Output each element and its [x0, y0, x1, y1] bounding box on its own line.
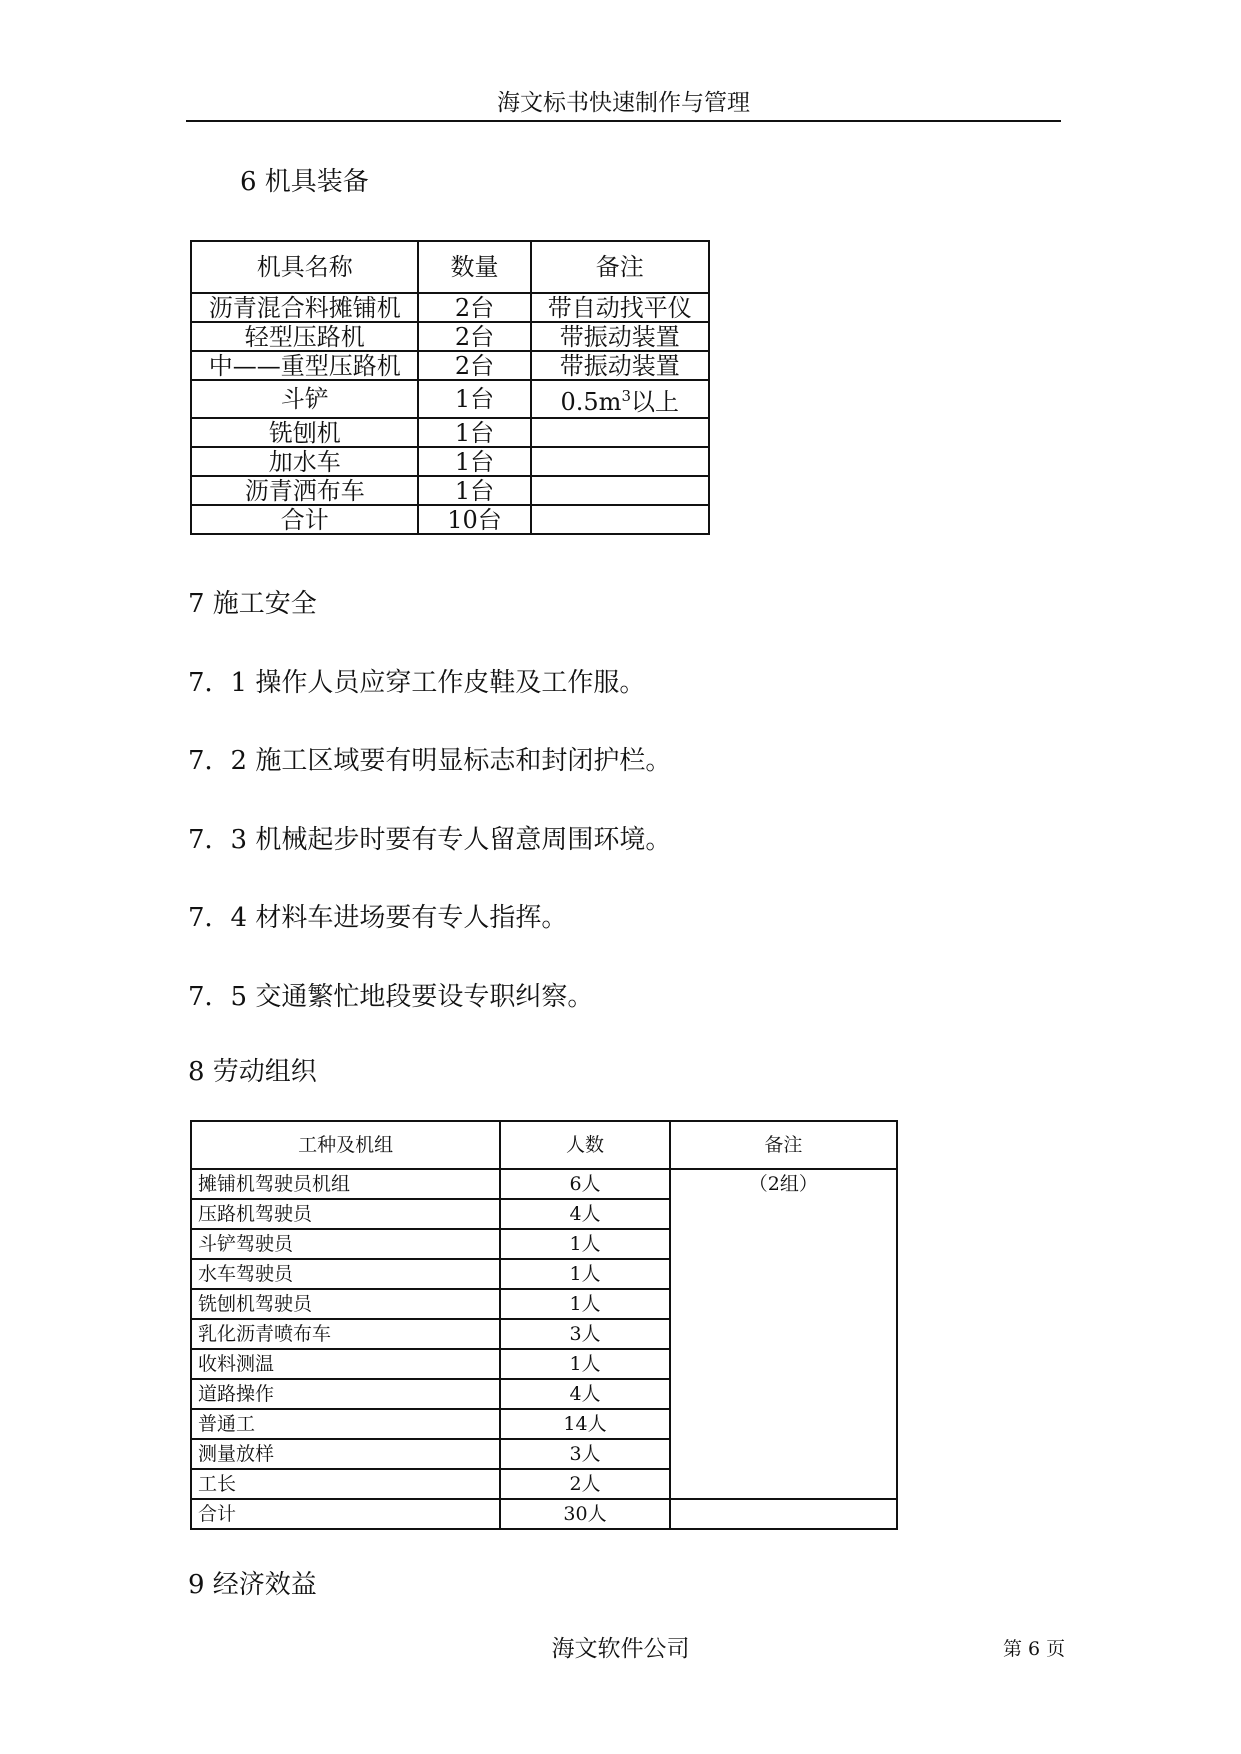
equipment-note — [531, 380, 709, 418]
job-name: 收料测温 — [191, 1349, 500, 1379]
header-cell: 数量 — [418, 241, 530, 293]
job-count: 2人 — [500, 1469, 669, 1499]
equipment-name: 沥青洒布车 — [191, 476, 418, 505]
section-8-heading: 8 劳动组织 — [188, 1057, 317, 1087]
header-cell: 备注 — [670, 1121, 897, 1169]
equipment-qty: 1台 — [418, 476, 530, 505]
equipment-qty: 10台 — [418, 505, 530, 534]
equipment-name: 斗铲 — [191, 380, 418, 418]
job-count: 1人 — [500, 1289, 669, 1319]
page-number: 第 6 页 — [1003, 1638, 1066, 1660]
table-row — [191, 1169, 897, 1199]
equipment-name: 沥青混合料摊铺机 — [191, 293, 418, 322]
safety-item: 7．4 材料车进场要有专人指挥。 — [188, 903, 568, 933]
section-7-heading: 7 施工安全 — [188, 589, 317, 619]
table-row — [191, 418, 709, 447]
section-9-heading: 9 经济效益 — [188, 1570, 317, 1600]
equipment-name: 铣刨机 — [191, 418, 418, 447]
equipment-qty: 1台 — [418, 418, 530, 447]
job-count: 30人 — [500, 1499, 669, 1529]
table-row-total — [191, 1499, 897, 1529]
page-header-title: 海文标书快速制作与管理 — [497, 90, 750, 116]
group-note: （2组） — [670, 1169, 897, 1499]
job-name: 工长 — [191, 1469, 500, 1499]
table-row — [191, 293, 709, 322]
job-name: 测量放样 — [191, 1439, 500, 1469]
table-row — [191, 322, 709, 351]
equipment-qty: 1台 — [418, 380, 530, 418]
equipment-qty: 2台 — [418, 293, 530, 322]
equipment-table — [190, 240, 710, 535]
equipment-qty: 2台 — [418, 351, 530, 380]
job-count: 1人 — [500, 1229, 669, 1259]
header-cell: 备注 — [531, 241, 709, 293]
safety-item: 7．3 机械起步时要有专人留意周围环境。 — [188, 825, 672, 855]
equipment-name: 加水车 — [191, 447, 418, 476]
note-suffix: 以上 — [631, 388, 679, 416]
footer-company: 海文软件公司 — [551, 1636, 690, 1662]
header-divider — [186, 120, 1061, 122]
equipment-note — [531, 505, 709, 534]
table-row — [191, 447, 709, 476]
equipment-note: 带自动找平仪 — [531, 293, 709, 322]
equipment-note: 带振动装置 — [531, 322, 709, 351]
safety-item: 7．5 交通繁忙地段要设专职纠察。 — [188, 982, 594, 1012]
job-name: 乳化沥青喷布车 — [191, 1319, 500, 1349]
labor-table — [190, 1120, 898, 1530]
job-count: 4人 — [500, 1199, 669, 1229]
equipment-note — [531, 447, 709, 476]
job-name: 摊铺机驾驶员机组 — [191, 1169, 500, 1199]
safety-item: 7．1 操作人员应穿工作皮鞋及工作服。 — [188, 668, 646, 698]
job-count: 4人 — [500, 1379, 669, 1409]
job-name: 斗铲驾驶员 — [191, 1229, 500, 1259]
header-cell: 工种及机组 — [191, 1121, 500, 1169]
job-name: 普通工 — [191, 1409, 500, 1439]
job-name: 铣刨机驾驶员 — [191, 1289, 500, 1319]
job-name: 水车驾驶员 — [191, 1259, 500, 1289]
job-name: 合计 — [191, 1499, 500, 1529]
note-superscript: 3 — [621, 387, 631, 405]
equipment-qty: 2台 — [418, 322, 530, 351]
equipment-note: 带振动装置 — [531, 351, 709, 380]
job-count: 1人 — [500, 1349, 669, 1379]
job-count: 6人 — [500, 1169, 669, 1199]
equipment-name: 合计 — [191, 505, 418, 534]
table-row — [191, 351, 709, 380]
note-prefix: 0.5m — [560, 388, 622, 416]
section-6-heading: 6 机具装备 — [240, 167, 369, 197]
job-name: 压路机驾驶员 — [191, 1199, 500, 1229]
equipment-qty: 1台 — [418, 447, 530, 476]
table-row — [191, 476, 709, 505]
equipment-note — [531, 476, 709, 505]
table-row — [191, 380, 709, 418]
equipment-name: 轻型压路机 — [191, 322, 418, 351]
header-cell: 人数 — [500, 1121, 669, 1169]
labor-table-header — [191, 1121, 897, 1169]
job-count: 3人 — [500, 1439, 669, 1469]
job-name: 道路操作 — [191, 1379, 500, 1409]
safety-item: 7．2 施工区域要有明显标志和封闭护栏。 — [188, 746, 672, 776]
equipment-name: 中——重型压路机 — [191, 351, 418, 380]
equipment-note — [531, 418, 709, 447]
equipment-table-header — [191, 241, 709, 293]
header-cell: 机具名称 — [191, 241, 418, 293]
job-count: 3人 — [500, 1319, 669, 1349]
job-count: 14人 — [500, 1409, 669, 1439]
job-count: 1人 — [500, 1259, 669, 1289]
table-row-total — [191, 505, 709, 534]
total-note — [670, 1499, 897, 1529]
